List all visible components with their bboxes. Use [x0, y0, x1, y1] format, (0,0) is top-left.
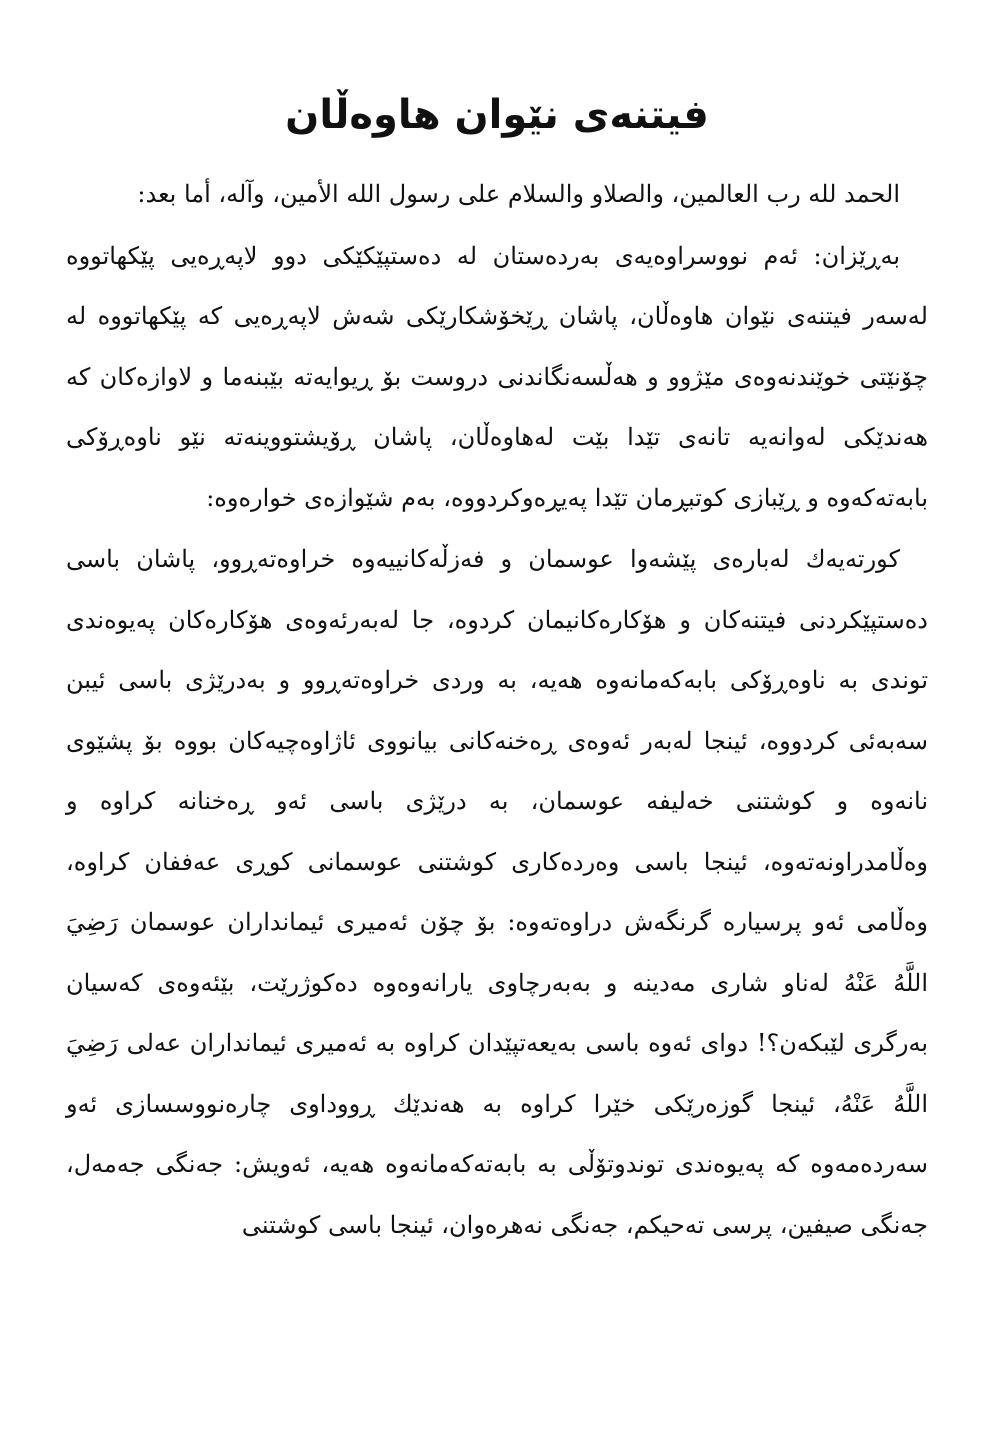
document-title: فیتنەی نێوان هاوەڵان	[285, 92, 709, 138]
summary-paragraph: کورتەیەك لەبارەی پێشەوا عوسمان و فەزڵەکانییەوە خراوەتەڕوو، پاشان باسی دەستپێکردنی فیتنەکان و هۆکارەکانیمان کردوە، جا لەبەرئەوەی هۆکارەکان پەیوەندی توندی بە ناوەڕۆکی بابەکەمانەوە هەیە، بە وردی خراوەتەڕوو و بەدرێژی باسی ئیبن سەبەئی کردووە، ئینجا لەبەر ئەوەی ڕەخنەکانی بیانووی ئاژاوەچیەکان بووە بۆ پشێوی نانەوە و کوشتنی خەلیفە عوسمان، بە درێژی باسی ئەو ڕەخنانە کراوە و وەڵامدراونەتەوە، ئینجا باسی وەردەکاری کوشتنی عوسمانی کوڕی عەففان کراوە، وەڵامی ئەو پرسیارە گرنگەش دراوەتەوە: بۆ چۆن ئەمیری ئیمانداران عوسمان رَضِيَ اللَّهُ عَنْهُ لەناو شاری مەدینە و بەبەرچاوی یارانەوەوە دەکوژرێت، بێئەوەی کەسیان بەرگری لێبکەن؟! دوای ئەوە باسی بەیعەتپێدان کراوە بە ئەمیری ئیمانداران عەلی رَضِيَ اللَّهُ عَنْهُ، ئینجا گوزەرێکی خێرا کراوە بە هەندێك ڕووداوی چارەنووسسازی ئەو سەردەمەوە کە پەیوەندی توندوتۆڵی بە بابەتەکەمانەوە هەیە، ئەویش: جەنگی جەمەل، جەنگی صیفین، پرسی تەحیکم، جەنگی نەهرەوان، ئینجا باسی کوشتنی	[66, 545, 928, 1239]
introduction-paragraph: بەڕێزان: ئەم نووسراوەیەی بەردەستان لە دەستپێکێکی دوو لاپەڕەیی پێکهاتووە لەسەر فیتنەی نێوان هاوەڵان، پاشان ڕێخۆشکارێکی شەش لاپەڕەیی کە پێکهاتووە لە چۆنێتی خوێندنەوەی مێژوو و هەڵسەنگاندنی دروست بۆ ڕیوایەتە بێبنەما و لاوازەکان کە هەندێکی لەوانەیە تانەی تێدا بێت لەهاوەڵان، پاشان ڕۆیشتووینەتە نێو ناوەڕۆکی بابەتەکەوە و ڕێبازی کوتبڕمان تێدا پەیڕەوکردووە، بەم شێوازەی خوارەوە:	[66, 241, 928, 512]
opening-invocation-paragraph: الحمد لله رب العالمين، والصلاو والسلام على رسول الله الأمين، وآله، أما بعد:	[137, 180, 900, 208]
